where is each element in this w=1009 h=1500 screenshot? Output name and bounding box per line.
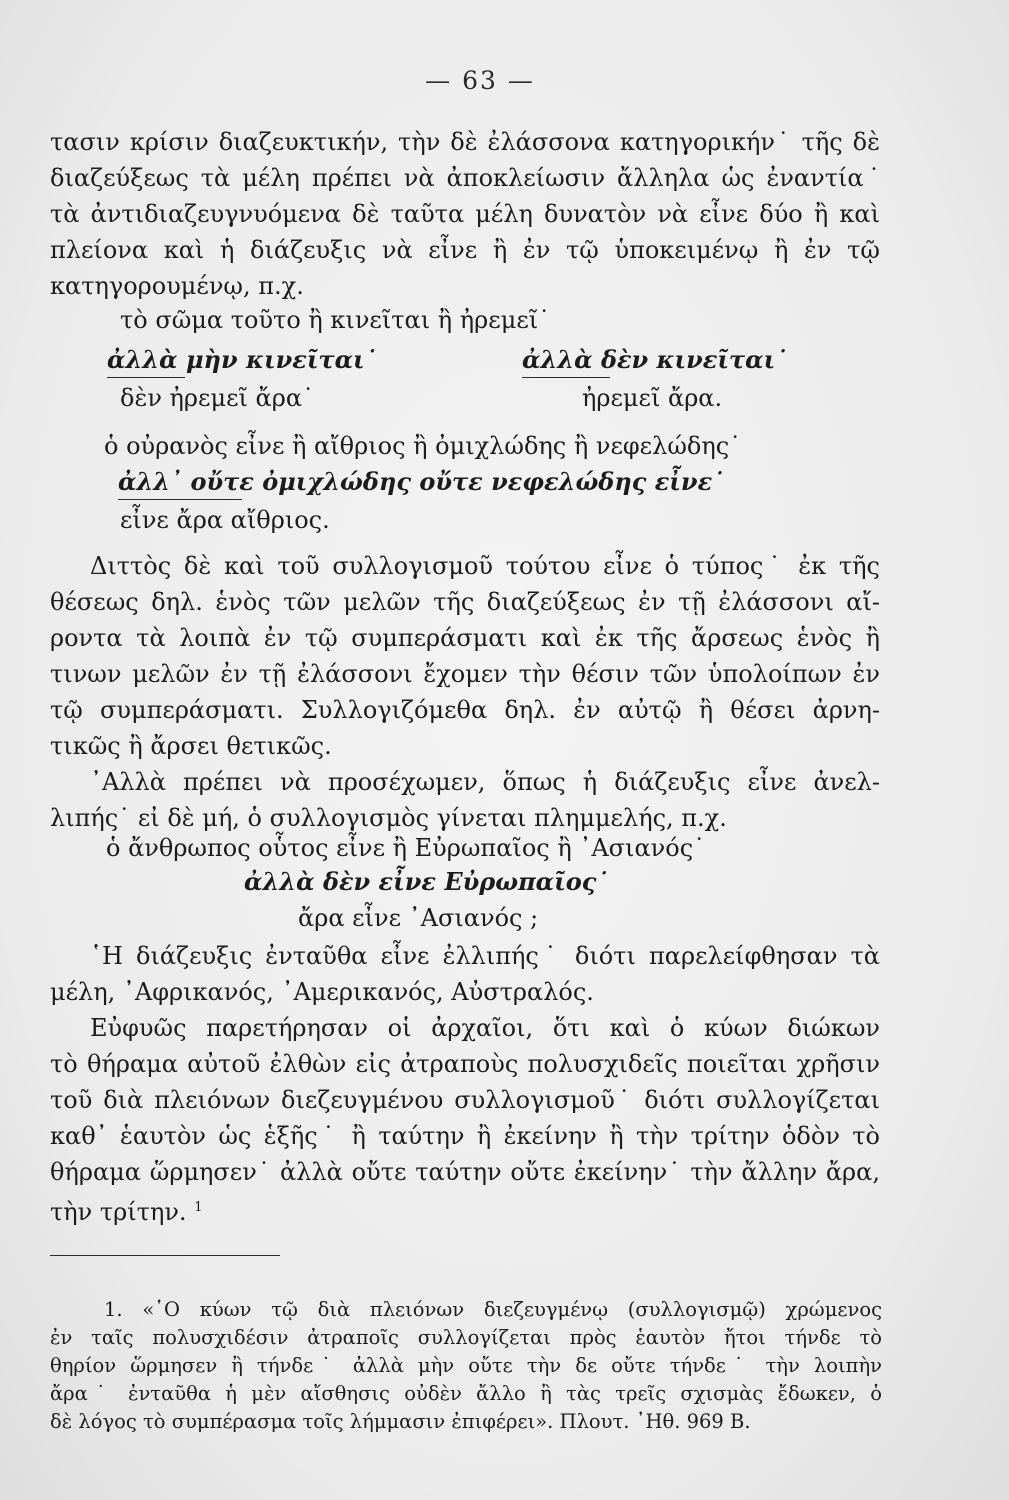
body-line: τοῦ διὰ πλειόνων διεζευγμένου συλλογισμοῦ˙ διότι συλλογίζεται	[50, 1086, 880, 1114]
body-line: τὸ θήραμα αὐτοῦ ἐλθὼν εἰς ἀτραποὺς πολυσχιδεῖς ποιεῖται χρῆσιν	[50, 1050, 880, 1078]
syllogism-major-premise: ὁ ἄνθρωπος οὗτος εἶνε ἢ Εὐρωπαῖος ἢ ᾽Ασιανός˙	[106, 834, 706, 862]
syllogism-minor-premise: ἀλλὰ δὲν εἶνε Εὐρωπαῖος˙	[244, 867, 609, 896]
footnote-line: ἄρα˙ ἐνταῦθα ἡ μὲν αἴσθησις οὐδὲν ἄλλο ἢ τὰς τρεῖς σχισμὰς ἔδωκεν, ὁ	[50, 1382, 882, 1405]
syllogism-minor-premise-b: ἀλλὰ δὲν κινεῖται˙	[522, 345, 788, 374]
footnote-line: δὲ λόγος τὸ συμπέρασμα τοῖς λήμμασιν ἐπιφέρει». Πλουτ. ᾽Ηθ. 969 Β.	[50, 1410, 751, 1433]
body-line	[50, 1190, 202, 1226]
body-line: θήραμα ὥρμησεν˙ ἀλλὰ οὔτε ταύτην οὔτε ἐκείνην˙ τὴν ἄλλην ἄρα,	[50, 1158, 880, 1186]
footnote-marker: 1	[194, 1200, 203, 1215]
body-line: ᾽Αλλὰ πρέπει νὰ προσέχωμεν, ὅπως ἡ διάζευξις εἶνε ἀνελ-	[90, 768, 880, 796]
body-line: διαζεύξεως τὰ μέλη πρέπει νὰ ἀποκλείωσιν ἄλληλα ὡς ἐναντία˙	[50, 164, 880, 192]
syllogism-conclusion-a: δὲν ἠρεμεῖ ἄρα˙	[120, 384, 315, 412]
page-number: — 63 —	[425, 66, 535, 95]
footnote-line: 1. «῾Ο κύων τῷ διὰ πλειόνων διεζευγμένῳ (συλλογισμῷ) χρώμενος	[104, 1298, 882, 1321]
syllogism-minor-premise: ἀλλ᾽ οὔτε ὀμιχλώδης οὔτε νεφελώδης εἶνε˙	[118, 467, 725, 496]
body-line: ῾Η διάζευξις ἐνταῦθα εἶνε ἐλλιπής˙ διότι παρελείφθησαν τὰ	[90, 942, 880, 970]
body-line: καθ᾽ ἑαυτὸν ὡς ἑξῆς˙ ἢ ταύτην ἢ ἐκείνην ἢ τὴν τρίτην ὁδὸν τὸ	[50, 1122, 880, 1150]
syllogism-major-premise: τὸ σῶμα τοῦτο ἢ κινεῖται ἢ ἠρεμεῖ˙	[120, 306, 551, 334]
footnote-line: θηρίον ὥρμησεν ἢ τήνδε˙ ἀλλὰ μὴν οὔτε τὴν δε οὔτε τήνδε˙ τὴν λοιπὴν	[50, 1354, 882, 1377]
body-line: τικῶς ἢ ἄρσει θετικῶς.	[50, 732, 332, 760]
body-line: ροντα τὰ λοιπὰ ἐν τῷ συμπεράσματι καὶ ἐκ τῆς ἄρσεως ἑνὸς ἢ	[50, 624, 880, 652]
body-text: τὴν τρίτην.	[50, 1198, 187, 1226]
footnote-line: ἐν ταῖς πολυσχιδέσιν ἀτραποῖς συλλογίζεται πρὸς ἑαυτὸν ἤτοι τήνδε τὸ	[50, 1326, 882, 1349]
body-line: τῷ συμπεράσματι. Συλλογιζόμεθα δηλ. ἐν αὐτῷ ἢ θέσει ἀρνη-	[50, 696, 880, 724]
body-line: λιπής˙ εἰ δὲ μή, ὁ συλλογισμὸς γίνεται πλημμελής, π.χ.	[50, 804, 727, 832]
inference-rule	[118, 499, 242, 500]
body-line: πλείονα καὶ ἡ διάζευξις νὰ εἶνε ἢ ἐν τῷ ὑποκειμένῳ ἢ ἐν τῷ	[50, 236, 880, 264]
body-line: Διττὸς δὲ καὶ τοῦ συλλογισμοῦ τούτου εἶνε ὁ τύπος˙ ἐκ τῆς	[90, 552, 880, 580]
syllogism-conclusion: εἶνε ἄρα αἴθριος.	[120, 506, 330, 534]
syllogism-conclusion: ἄρα εἶνε ᾽Ασιανός ;	[298, 904, 539, 932]
inference-rule	[522, 377, 610, 378]
body-line: Εὐφυῶς παρετήρησαν οἱ ἀρχαῖοι, ὅτι καὶ ὁ κύων διώκων	[90, 1014, 880, 1042]
syllogism-conclusion-b: ἠρεμεῖ ἄρα.	[582, 384, 723, 412]
footnote-separator	[50, 1255, 280, 1256]
body-line: θέσεως δηλ. ἑνὸς τῶν μελῶν τῆς διαζεύξεως ἐν τῇ ἐλάσσονι αἴ-	[50, 588, 880, 616]
body-line: κατηγορουμένῳ, π.χ.	[50, 272, 304, 300]
body-line: τὰ ἀντιδιαζευγνυόμενα δὲ ταῦτα μέλη δυνατὸν νὰ εἶνε δύο ἢ καὶ	[50, 200, 880, 228]
body-line: μέλη, ᾽Αφρικανός, ᾽Αμερικανός, Αὐστραλός.	[50, 978, 594, 1006]
body-line: τασιν κρίσιν διαζευκτικήν, τὴν δὲ ἐλάσσονα κατηγορικήν˙ τῆς δὲ	[50, 128, 880, 156]
syllogism-major-premise: ὁ οὐρανὸς εἶνε ἢ αἴθριος ἢ ὀμιχλώδης ἢ νεφελώδης˙	[104, 432, 742, 460]
body-line: τινων μελῶν ἐν τῇ ἐλάσσονι ἔχομεν τὴν θέσιν τῶν ὑπολοίπων ἐν	[50, 660, 880, 688]
inference-rule	[107, 377, 185, 378]
syllogism-minor-premise-a: ἀλλὰ μὴν κινεῖται˙	[107, 345, 377, 374]
